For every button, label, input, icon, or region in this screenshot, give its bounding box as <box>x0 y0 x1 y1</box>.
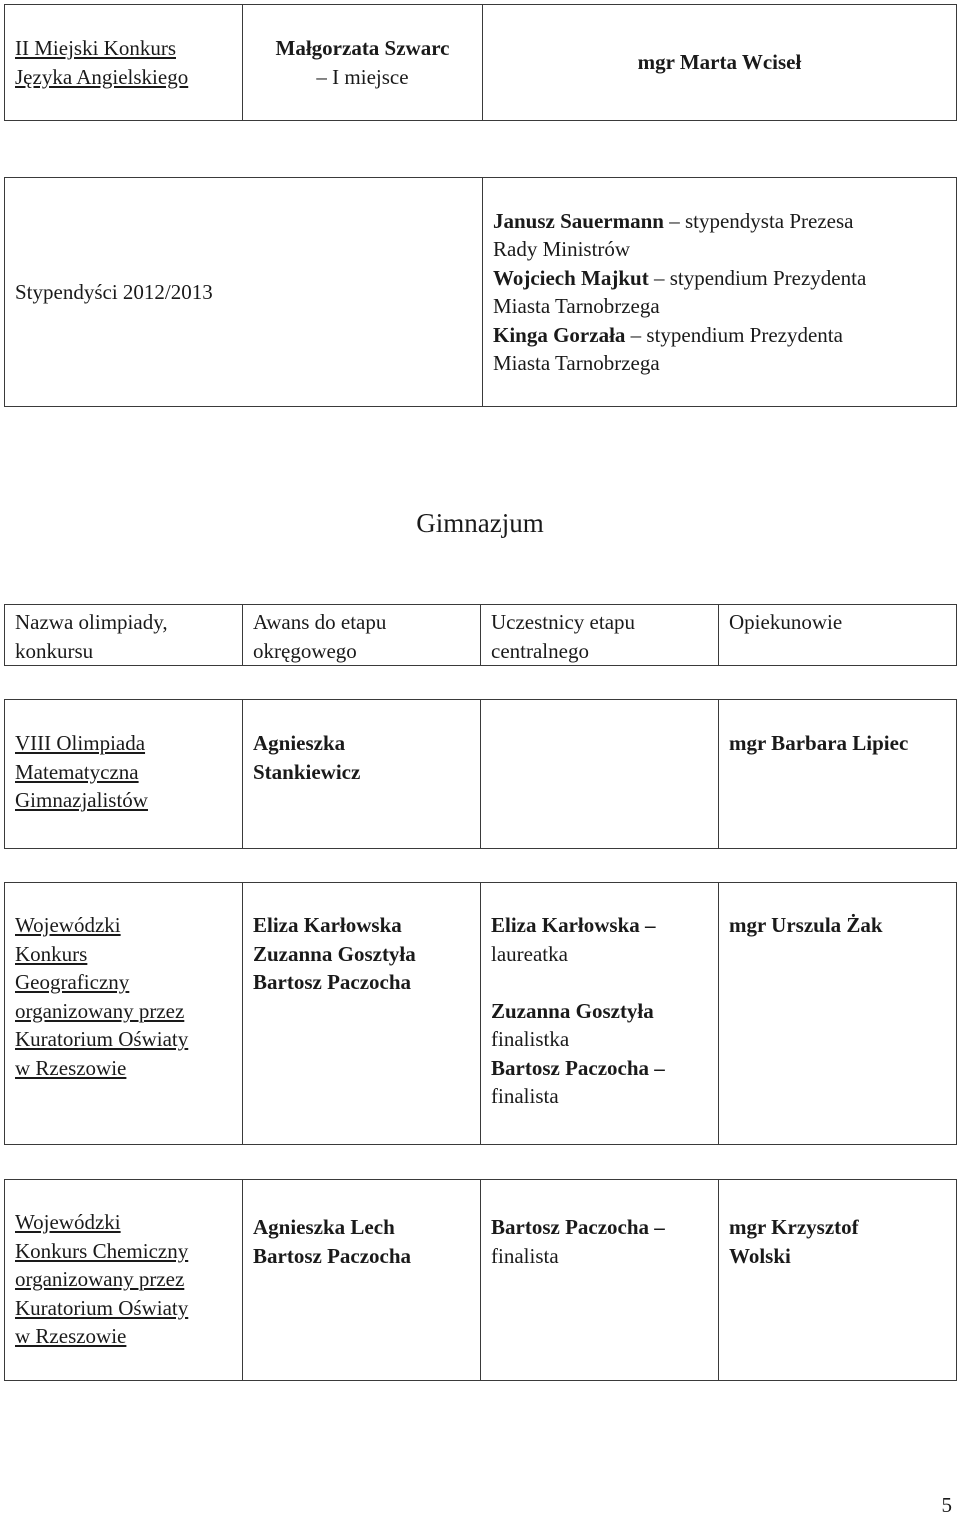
scholarships-label: Stypendyści 2012/2013 <box>5 178 483 407</box>
header-contest: Nazwa olimpiady, konkursu <box>5 605 243 666</box>
scholar-entry: Janusz Sauermann – stypendysta Prezesa <box>493 208 854 233</box>
table-header <box>4 604 957 666</box>
section-title: Gimnazjum <box>416 508 544 538</box>
advance-list: Agnieszka Lech Bartosz Paczocha <box>243 1180 481 1381</box>
header-central: Uczestnicy etapu centralnego <box>481 605 719 666</box>
scholar-entry: Kinga Gorzała – stypendium Prezydenta <box>493 322 843 347</box>
table-scholarships <box>4 177 957 407</box>
page-number: 5 <box>941 1493 952 1517</box>
mentor-cell: mgr Barbara Lipiec <box>719 700 957 849</box>
contest-name: Wojewódzki Konkurs Chemiczny organizowany przez Kuratorium Oświaty w Rzeszowie <box>5 1180 243 1381</box>
advance-list: Eliza Karłowska Zuzanna Gosztyła Bartosz Paczocha <box>243 883 481 1145</box>
scholar-entry: Wojciech Majkut – stypendium Prezydenta <box>493 265 867 290</box>
scholarships-list: Janusz Sauermann – stypendysta Prezesa Rady Ministrów Wojciech Majkut – stypendium Prezydenta Miasta Tarnobrzega Kinga Gorzała – stypendium Prezydenta Miasta Tarnobrzega <box>483 178 957 407</box>
contest-name: Wojewódzki Konkurs Geograficzny organizowany przez Kuratorium Oświaty w Rzeszowie <box>5 883 243 1145</box>
mentor-cell: mgr Urszula Żak <box>719 883 957 1145</box>
table-row-geography <box>4 882 957 1145</box>
header-advance: Awans do etapu okręgowego <box>243 605 481 666</box>
header-mentors: Opiekunowie <box>719 605 957 666</box>
winner-cell: Małgorzata Szwarc – I miejsce <box>243 5 483 121</box>
contest-name: II Miejski Konkurs Języka Angielskiego <box>5 5 243 121</box>
contest-name: VIII Olimpiada Matematyczna Gimnazjalistów <box>5 700 243 849</box>
advance-list: Agnieszka Stankiewicz <box>243 700 481 849</box>
central-list <box>481 700 719 849</box>
table-english-contest <box>4 4 957 121</box>
central-list: Eliza Karłowska – laureatka Zuzanna Gosztyła finalistka Bartosz Paczocha – finalista <box>481 883 719 1145</box>
table-row-math <box>4 699 957 849</box>
mentor-cell: mgr Krzysztof Wolski <box>719 1180 957 1381</box>
table-row-chemistry <box>4 1179 957 1381</box>
central-list: Bartosz Paczocha – finalista <box>481 1180 719 1381</box>
mentor-cell: mgr Marta Wciseł <box>483 5 957 121</box>
